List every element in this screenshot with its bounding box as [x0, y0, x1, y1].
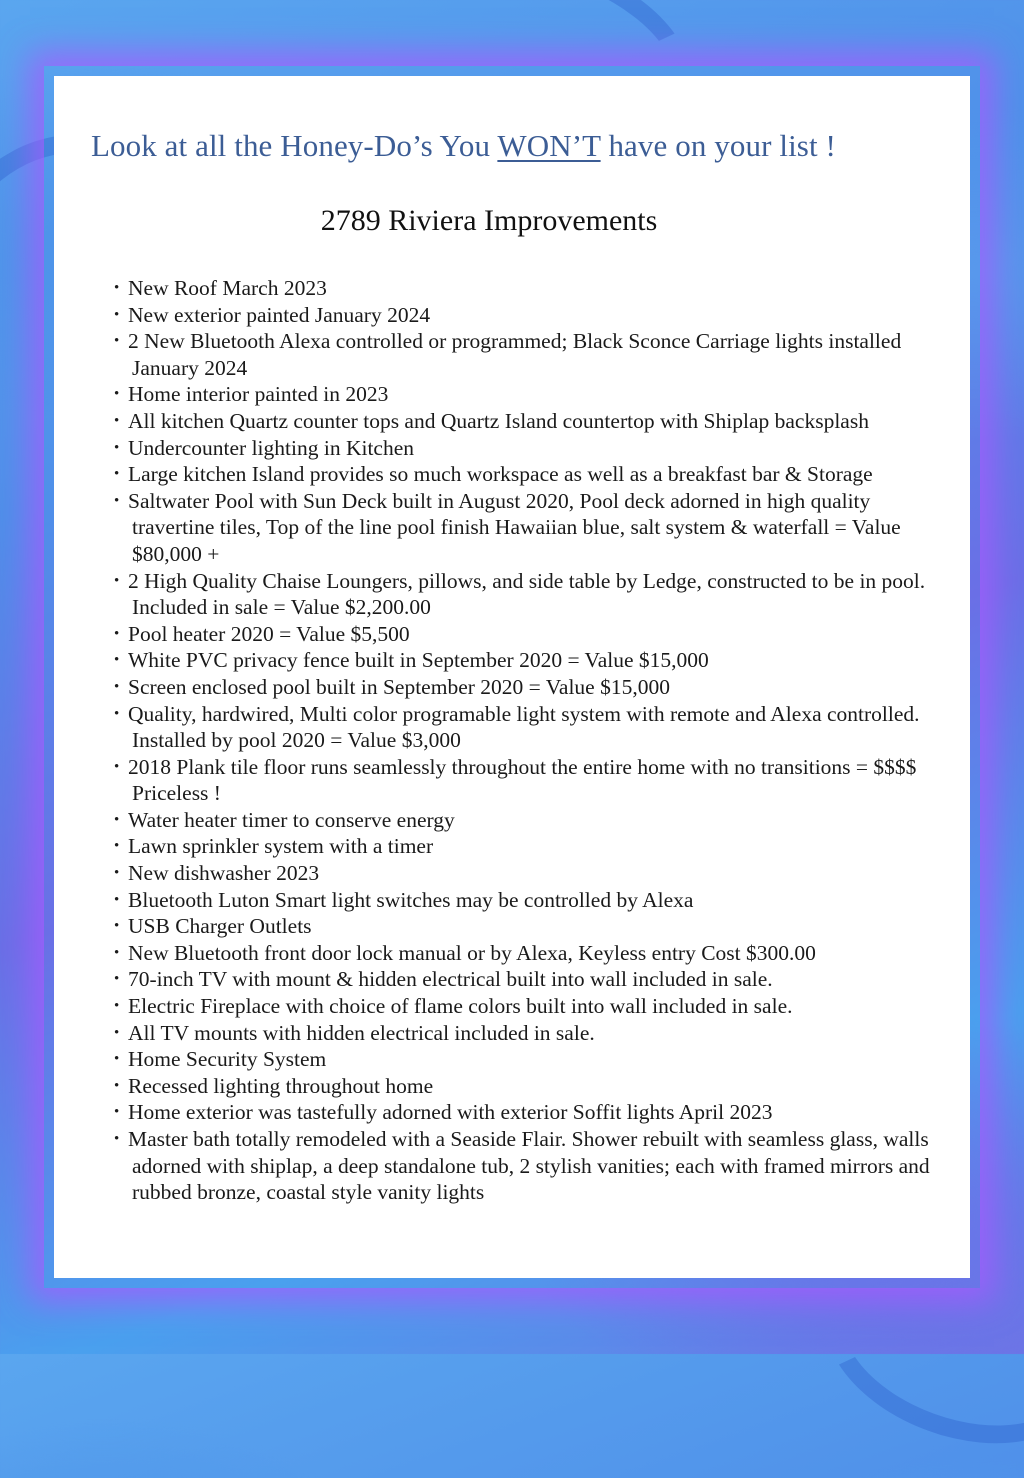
bullet-icon: • [114, 838, 120, 855]
list-item-text: 2018 Plank tile floor runs seamlessly throughout the entire home with no transitions = $$$$ Priceless ! [128, 754, 917, 806]
list-item [100, 275, 930, 302]
bullet-icon: • [114, 280, 120, 296]
list-item-text: New dishwasher 2023 [128, 861, 320, 886]
list-item [100, 807, 930, 834]
list-item-text: White PVC privacy fence built in September 2020 = Value $15,000 [128, 648, 709, 673]
bullet-icon: • [114, 811, 120, 828]
list-item [100, 621, 930, 648]
list-item [100, 328, 930, 381]
list-item [100, 701, 930, 754]
list-item-text: All TV mounts with hidden electrical included in sale. [128, 1020, 595, 1045]
bullet-icon: • [114, 492, 120, 509]
list-item [100, 1126, 930, 1206]
list-item [100, 461, 930, 488]
list-item-text: Recessed lighting throughout home [128, 1073, 434, 1098]
bullet-icon: • [114, 1051, 120, 1068]
bullet-icon: • [114, 412, 120, 429]
list-item [100, 860, 930, 887]
bullet-icon: • [114, 1077, 120, 1094]
bullet-icon: • [114, 1104, 120, 1121]
bullet-icon: • [114, 678, 120, 695]
list-item [100, 993, 930, 1020]
list-item-text: Home interior painted in 2023 [128, 382, 389, 407]
list-item-text: Master bath totally remodeled with a Seaside Flair. Shower rebuilt with seamless glass, walls adorned with shiplap, a deep standalone tub, 2 stylish vanities; each with framed mirrors and rubbed bronze, coastal style vanity lights [128, 1127, 930, 1205]
headline-emphasis: WON’T [497, 128, 601, 163]
list-item-text: Lawn sprinkler system with a timer [128, 834, 434, 859]
list-item-text: Undercounter lighting in Kitchen [128, 435, 414, 460]
list-item [100, 647, 930, 674]
list-item [100, 833, 930, 860]
list-item [100, 940, 930, 967]
bullet-icon: • [114, 971, 120, 988]
list-item-text: New Bluetooth front door lock manual or by Alexa, Keyless entry Cost $300.00 [128, 940, 816, 965]
bullet-icon: • [114, 652, 120, 669]
list-item [100, 674, 930, 701]
bullet-icon: • [114, 944, 120, 961]
list-item [100, 1073, 930, 1100]
list-item-text: New exterior painted January 2024 [128, 302, 431, 327]
bullet-icon: • [114, 572, 120, 589]
bullet-icon: • [114, 306, 120, 323]
list-item-text: Water heater timer to conserve energy [128, 807, 455, 832]
list-item [100, 913, 930, 940]
list-item [100, 408, 930, 435]
list-item-text: Quality, hardwired, Multi color programable light system with remote and Alexa controlled. Installed by pool 2020 = Value $3,000 [128, 701, 920, 753]
list-item [100, 302, 930, 329]
list-item-text: All kitchen Quartz counter tops and Quartz Island countertop with Shiplap backsplash [128, 408, 869, 433]
bullet-icon: • [114, 625, 120, 642]
list-item-text: 2 High Quality Chaise Loungers, pillows, and side table by Ledge, constructed to be in pool. Included in sale = Value $2,200.00 [128, 568, 926, 620]
bullet-icon: • [114, 865, 120, 882]
list-item [100, 488, 930, 568]
list-item-text: Screen enclosed pool built in September 2020 = Value $15,000 [128, 674, 670, 699]
bullet-icon: • [114, 333, 120, 350]
list-item [100, 568, 930, 621]
headline-start: Look at all the Honey-Do’s You [91, 128, 498, 163]
document-sheet [54, 76, 970, 1278]
bullet-icon: • [114, 998, 120, 1015]
bullet-icon: • [114, 439, 120, 456]
list-item [100, 1046, 930, 1073]
list-item-text: Pool heater 2020 = Value $5,500 [128, 621, 410, 646]
list-item-text: Bluetooth Luton Smart light switches may be controlled by Alexa [128, 887, 694, 912]
bullet-icon: • [114, 466, 120, 483]
bullet-icon: • [114, 918, 120, 935]
headline-end: have on your list ! [600, 128, 836, 163]
list-item-text: 70-inch TV with mount & hidden electrical built into wall included in sale. [128, 967, 773, 992]
bullet-icon: • [114, 1131, 120, 1147]
list-item-text: Home exterior was tastefully adorned with exterior Soffit lights April 2023 [128, 1100, 773, 1125]
bullet-icon: • [114, 1024, 120, 1041]
headline [91, 128, 836, 164]
list-item-text: Large kitchen Island provides so much workspace as well as a breakfast bar & Storage [128, 462, 873, 487]
list-item-text: 2 New Bluetooth Alexa controlled or programmed; Black Sconce Carriage lights installed January 2024 [128, 329, 902, 380]
list-item [100, 381, 930, 408]
bullet-icon: • [114, 705, 120, 722]
list-item [100, 435, 930, 462]
bullet-icon: • [114, 386, 120, 403]
list-item-text: Electric Fireplace with choice of flame colors built into wall included in sale. [128, 994, 793, 1019]
bullet-icon: • [114, 891, 120, 908]
list-item [100, 966, 930, 993]
improvements-list [100, 275, 930, 1206]
list-item [100, 754, 930, 807]
list-item-text: New Roof March 2023 [128, 276, 327, 300]
list-item-text: Saltwater Pool with Sun Deck built in August 2020, Pool deck adorned in high quality travertine tiles, Top of the line pool finish Hawaiian blue, salt system & waterfall = Value $80,000 + [128, 488, 901, 566]
list-item [100, 1020, 930, 1047]
list-item [100, 887, 930, 914]
list-item-text: Home Security System [128, 1047, 327, 1072]
list-item [100, 1099, 930, 1126]
list-item-text: USB Charger Outlets [128, 914, 312, 939]
document-title: 2789 Riviera Improvements [320, 204, 658, 237]
bullet-icon: • [114, 758, 120, 775]
